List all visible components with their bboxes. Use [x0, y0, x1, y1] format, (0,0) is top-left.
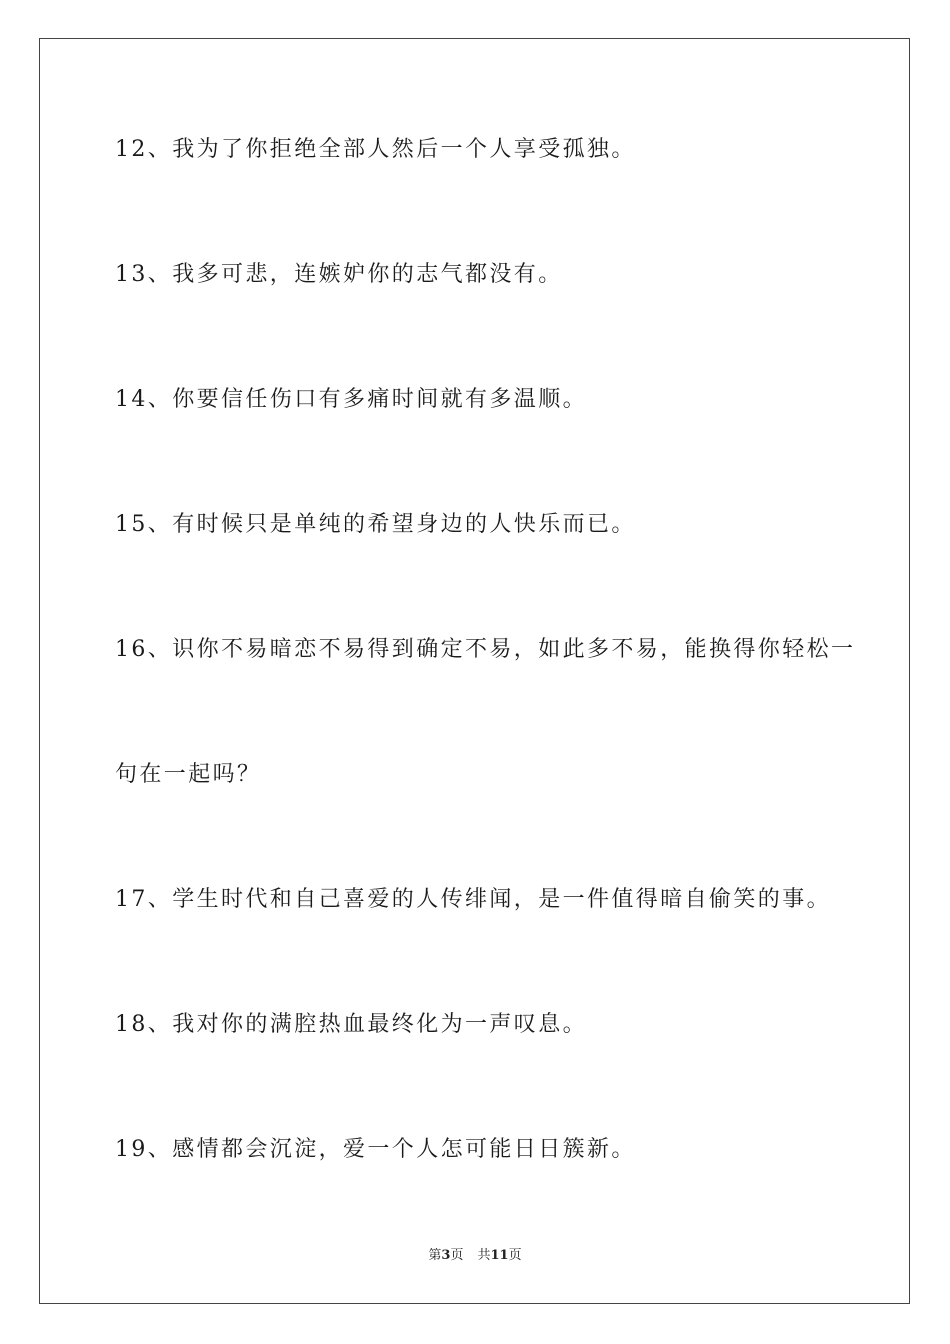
page-border	[39, 38, 910, 1304]
text-line-14: 14、你要信任伤口有多痛时间就有多温顺。	[115, 387, 587, 412]
text-line-19: 19、感情都会沉淀，爱一个人怎可能日日簇新。	[115, 1137, 636, 1162]
text-line-17: 17、学生时代和自己喜爱的人传绯闻，是一件值得暗自偷笑的事。	[115, 887, 831, 912]
page-footer	[0, 1247, 950, 1265]
total-suffix: 页	[508, 1248, 522, 1263]
total-pages: 11	[490, 1248, 509, 1263]
text-line-13: 13、我多可悲，连嫉妒你的志气都没有。	[115, 262, 563, 287]
text-line-16-continued: 句在一起吗？	[115, 762, 262, 787]
text-line-16: 16、识你不易暗恋不易得到确定不易，如此多不易，能换得你轻松一	[115, 637, 856, 662]
text-line-12: 12、我为了你拒绝全部人然后一个人享受孤独。	[115, 137, 636, 162]
text-line-18: 18、我对你的满腔热血最终化为一声叹息。	[115, 1012, 587, 1037]
total-prefix: 共	[477, 1248, 491, 1263]
text-line-15: 15、有时候只是单纯的希望身边的人快乐而已。	[115, 512, 636, 537]
page-suffix: 页	[450, 1248, 464, 1263]
page-number: 3	[441, 1248, 451, 1263]
page-prefix: 第	[428, 1248, 442, 1263]
